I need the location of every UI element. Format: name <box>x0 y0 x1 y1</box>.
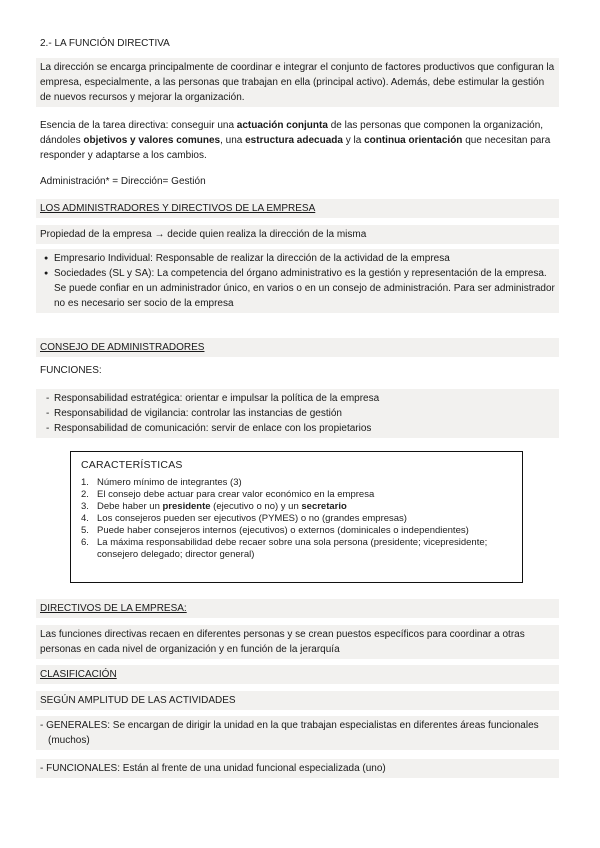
list-item: 1. Número mínimo de integrantes (3) <box>81 477 242 488</box>
classification-heading: CLASIFICACIÓN <box>36 665 559 684</box>
list-item: 4. Los consejeros pueden ser ejecutivos (PYMES) o no (grandes empresas) <box>81 513 407 524</box>
admins-heading: LOS ADMINISTRADORES Y DIRECTIVOS DE LA EMPRESA <box>36 199 559 218</box>
list-item: - Responsabilidad de vigilancia: controlar las instancias de gestión <box>40 406 555 421</box>
functions-label: FUNCIONES: <box>40 365 102 376</box>
list-item: 5. Puede haber consejeros internos (ejecutivos) o externos (dominicales o independientes) <box>81 525 469 536</box>
directors-heading: DIRECTIVOS DE LA EMPRESA: <box>36 599 559 618</box>
characteristics-box <box>70 451 523 583</box>
intro-paragraph: La dirección se encarga principalmente de coordinar e integrar el conjunto de factores productivos que configuran la empresa, especialmente, a las personas que trabajan en ella (principal activo). Además, debe estimular la gestión de nuevos recursos y mejorar la organización. <box>36 58 559 107</box>
functional-item: - FUNCIONALES: Están al frente de una unidad funcional especializada (uno) <box>36 759 559 778</box>
directors-paragraph: Las funciones directivas recaen en diferentes personas y se crean puestos específicos para coordinar a otras personas en cada nivel de organización y en función de la jerarquía <box>36 625 559 659</box>
owner-bullets <box>36 249 559 313</box>
list-item: ● Empresario Individual: Responsable de realizar la dirección de la actividad de la empresa <box>40 251 555 266</box>
list-item: ● Sociedades (SL y SA): La competencia del órgano administrativo es la gestión y representación de la empresa. Se puede confiar en un administrador único, en varios o en un consejo de administración. Para ser administrador no es necesario ser socio de la empresa <box>40 266 555 311</box>
scope-heading: SEGÚN AMPLITUD DE LAS ACTIVIDADES <box>36 691 559 710</box>
section-title: 2.- LA FUNCIÓN DIRECTIVA <box>40 38 170 49</box>
characteristics-title: CARACTERÍSTICAS <box>81 459 183 471</box>
list-item: - Responsabilidad estratégica: orientar e impulsar la política de la empresa <box>40 391 555 406</box>
list-item: 3. Debe haber un presidente (ejecutivo o no) y un secretario <box>81 501 347 512</box>
general-item: - GENERALES: Se encargan de dirigir la unidad en la que trabajan especialistas en diferentes áreas funcionales (muchos) <box>36 716 559 750</box>
list-item: 6. La máxima responsabilidad debe recaer sobre una sola persona (presidente; vicepresidente; consejero delegado; director general) <box>81 537 488 560</box>
functions-list <box>36 389 559 438</box>
board-heading: CONSEJO DE ADMINISTRADORES <box>36 338 559 357</box>
property-line: Propiedad de la empresa → decide quien realiza la dirección de la misma <box>36 225 559 244</box>
essence-paragraph: Esencia de la tarea directiva: conseguir una actuación conjunta de las personas que componen la organización, dándoles objetivos y valores comunes, una estructura adecuada y la continua orientación que necesitan para responder y adaptarse a los cambios. <box>40 120 551 161</box>
list-item: - Responsabilidad de comunicación: servir de enlace con los propietarios <box>40 421 555 436</box>
list-item: 2. El consejo debe actuar para crear valor económico en la empresa <box>81 489 375 500</box>
equation-line: Administración* = Dirección= Gestión <box>40 176 206 187</box>
